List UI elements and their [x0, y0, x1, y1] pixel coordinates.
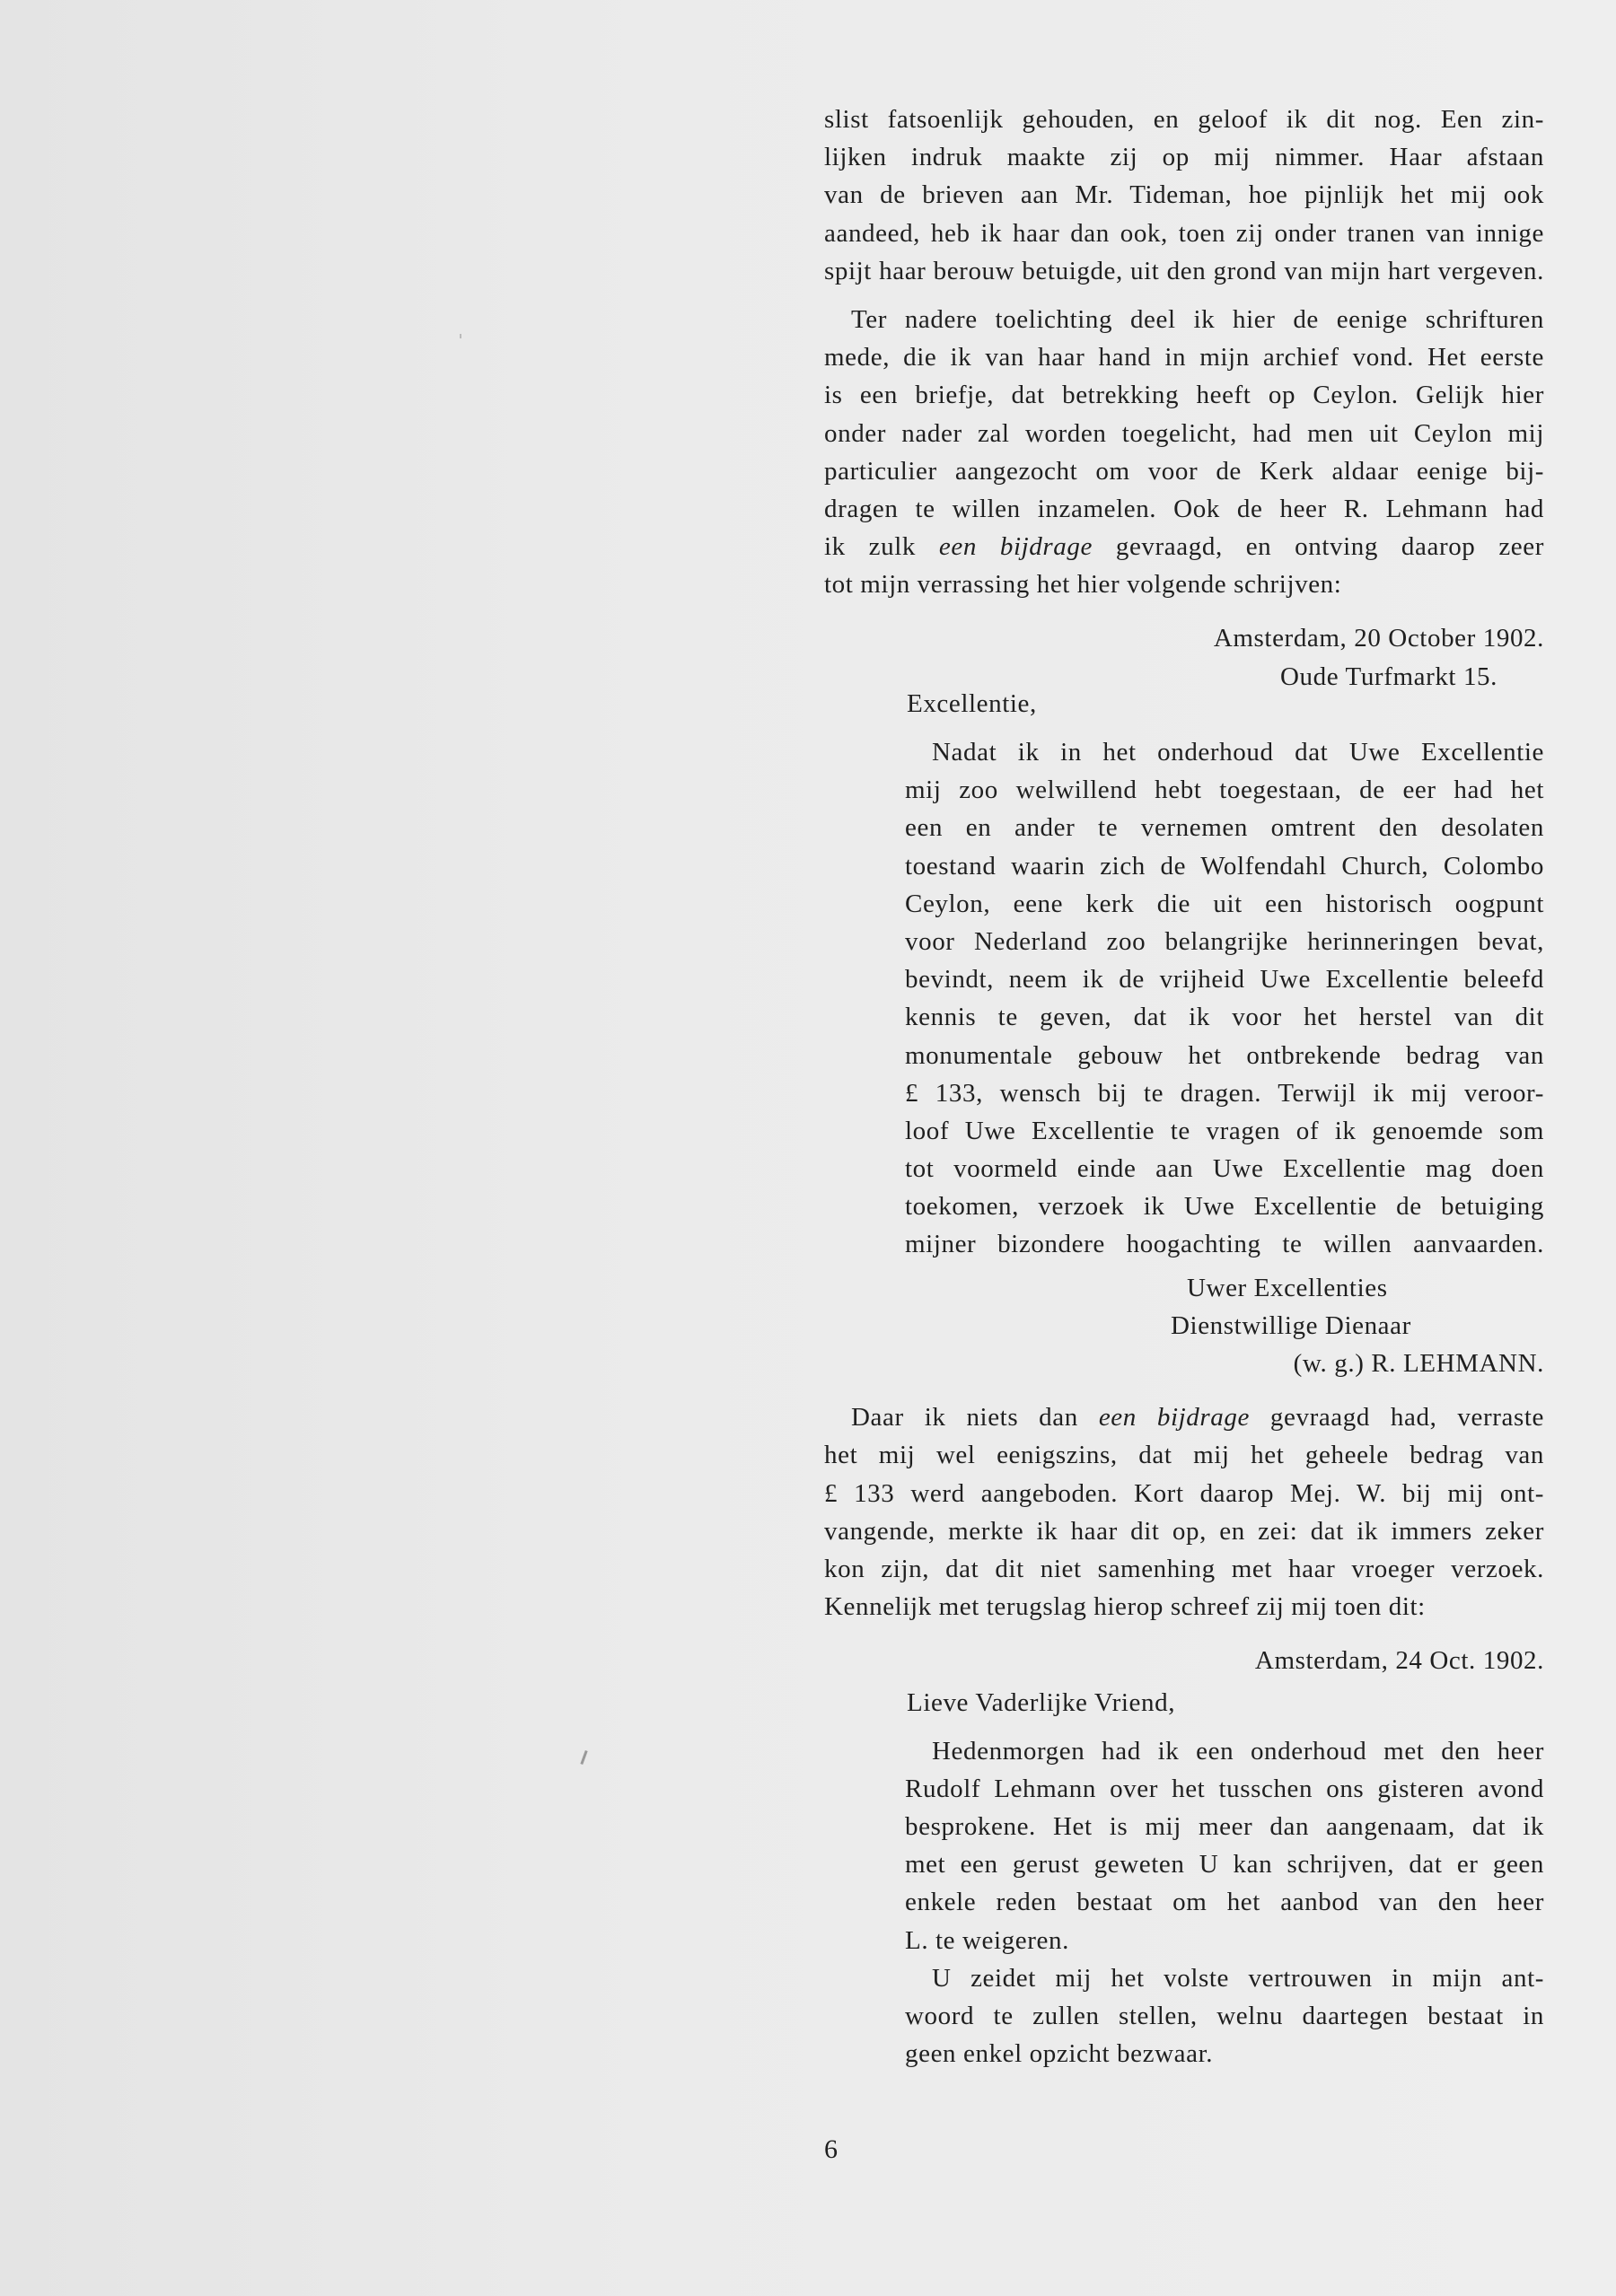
text-line: dragen te willen inzamelen. Ook de heer R. Lehmann had — [824, 494, 1544, 523]
text-line: mij zoo welwillend hebt toegestaan, de eer had het — [905, 776, 1544, 805]
letter-closing: Uwer Excellenties — [1187, 1273, 1388, 1302]
text-column — [824, 101, 1544, 2073]
text-line — [824, 528, 1544, 565]
text-line: lijken indruk maakte zij op mij nimmer. Haar afstaan — [824, 143, 1544, 172]
italic-text: een bijdrage — [938, 532, 1093, 562]
letter-salutation: Excellentie, — [907, 688, 1037, 718]
text-line: is een briefje, dat betrekking heeft op Ceylon. Gelijk hier — [824, 381, 1544, 410]
text-line: enkele reden bestaat om het aanbod van den heer — [905, 1888, 1544, 1917]
letter-signature: (w. g.) R. LEHMANN. — [1293, 1349, 1544, 1378]
italic-text: een bijdrage — [1098, 1403, 1250, 1433]
letter-salutation: Lieve Vaderlijke Vriend, — [907, 1687, 1176, 1717]
paragraph-2 — [824, 301, 1544, 604]
letter-date: Amsterdam, 20 October 1902. — [1213, 624, 1544, 653]
text-line: Hedenmorgen had ik een onderhoud met den heer — [932, 1736, 1544, 1766]
paragraph-1 — [824, 101, 1544, 290]
text-line: mede, die ik van haar hand in mijn archief vond. Het eerste — [824, 343, 1544, 372]
text-line: bevindt, neem ik de vrijheid Uwe Excellentie beleefd — [905, 965, 1544, 995]
text-line: tot mijn verrassing het hier volgende schrijven: — [824, 570, 1342, 600]
text-line: het mij wel eenigszins, dat mij het geheele bedrag van — [824, 1441, 1544, 1470]
text-line: toekomen, verzoek ik Uwe Excellentie de betuiging — [905, 1192, 1544, 1222]
paragraph-3 — [824, 1398, 1544, 1626]
text-line: L. te weigeren. — [905, 1925, 1069, 1955]
text-span: gevraagd, en ontving daarop zeer — [1092, 532, 1544, 562]
text-span: ik zulk — [824, 532, 939, 562]
page-number: 6 — [824, 2134, 838, 2164]
text-line: Rudolf Lehmann over het tusschen ons gisteren avond — [905, 1774, 1544, 1803]
text-line: besprokene. Het is mij meer dan aangenaam, dat ik — [905, 1812, 1544, 1842]
text-line: loof Uwe Excellentie te vragen of ik genoemde som — [905, 1116, 1544, 1145]
text-line: kennis te geven, dat ik voor het herstel van dit — [905, 1003, 1544, 1032]
text-span: gevraagd had, verraste — [1249, 1403, 1545, 1433]
letter-w — [824, 1642, 1544, 2073]
text-line — [824, 1398, 1544, 1436]
letter-lehmann — [824, 619, 1544, 1382]
text-line: vangende, merkte ik haar dit op, en zei: dat ik immers zeker — [824, 1516, 1544, 1546]
letter-address: Oude Turfmarkt 15. — [1280, 662, 1497, 691]
text-line: U zeidet mij het volste vertrouwen in mijn ant- — [932, 1963, 1544, 1993]
scan-speck — [460, 334, 461, 338]
text-line: kon zijn, dat dit niet samenhing met haar vroeger verzoek. — [824, 1554, 1544, 1583]
text-line: particulier aangezocht om voor de Kerk aldaar eenige bij- — [824, 456, 1544, 486]
text-line: voor Nederland zoo belangrijke herinneringen bevat, — [905, 926, 1544, 956]
scan-speck — [580, 1750, 587, 1765]
text-span: Daar ik niets dan — [851, 1403, 1099, 1433]
text-line: £ 133 werd aangeboden. Kort daarop Mej. W. bij mij ont- — [824, 1478, 1544, 1508]
text-line: met een gerust geweten U kan schrijven, dat er geen — [905, 1850, 1544, 1880]
text-line: tot voormeld einde aan Uwe Excellentie mag doen — [905, 1154, 1544, 1184]
letter-date: Amsterdam, 24 Oct. 1902. — [1254, 1646, 1544, 1676]
text-line: Kennelijk met terugslag hierop schreef zij mij toen dit: — [824, 1592, 1426, 1622]
text-line: onder nader zal worden toegelicht, had men uit Ceylon mij — [824, 418, 1544, 448]
letter-closing: Dienstwillige Dienaar — [1171, 1310, 1411, 1340]
text-line: Nadat ik in het onderhoud dat Uwe Excellentie — [932, 738, 1544, 767]
text-line: slist fatsoenlijk gehouden, en geloof ik dit nog. Een zin- — [824, 105, 1544, 134]
text-line: toestand waarin zich de Wolfendahl Church, Colombo — [905, 851, 1544, 881]
text-line: £ 133, wensch bij te dragen. Terwijl ik mij veroor- — [905, 1078, 1544, 1108]
text-line: mijner bizondere hoogachting te willen aanvaarden. — [905, 1230, 1544, 1259]
text-line: een en ander te vernemen omtrent den desolaten — [905, 813, 1544, 843]
text-line: Ceylon, eene kerk die uit een historisch oogpunt — [905, 889, 1544, 918]
text-line: geen enkel opzicht bezwaar. — [905, 2039, 1214, 2069]
letter-body — [905, 1732, 1544, 2073]
text-line: Ter nadere toelichting deel ik hier de eenige schrifturen — [851, 304, 1544, 334]
text-line: spijt haar berouw betuigde, uit den grond van mijn hart vergeven. — [824, 256, 1544, 285]
text-line: aandeed, heb ik haar dan ook, toen zij onder tranen van innige — [824, 218, 1544, 248]
text-line: van de brieven aan Mr. Tideman, hoe pijnlijk het mij ook — [824, 180, 1544, 210]
text-line: monumentale gebouw het ontbrekende bedrag van — [905, 1040, 1544, 1070]
letter-body — [905, 733, 1544, 1264]
text-line: woord te zullen stellen, welnu daartegen bestaat in — [905, 2002, 1544, 2030]
